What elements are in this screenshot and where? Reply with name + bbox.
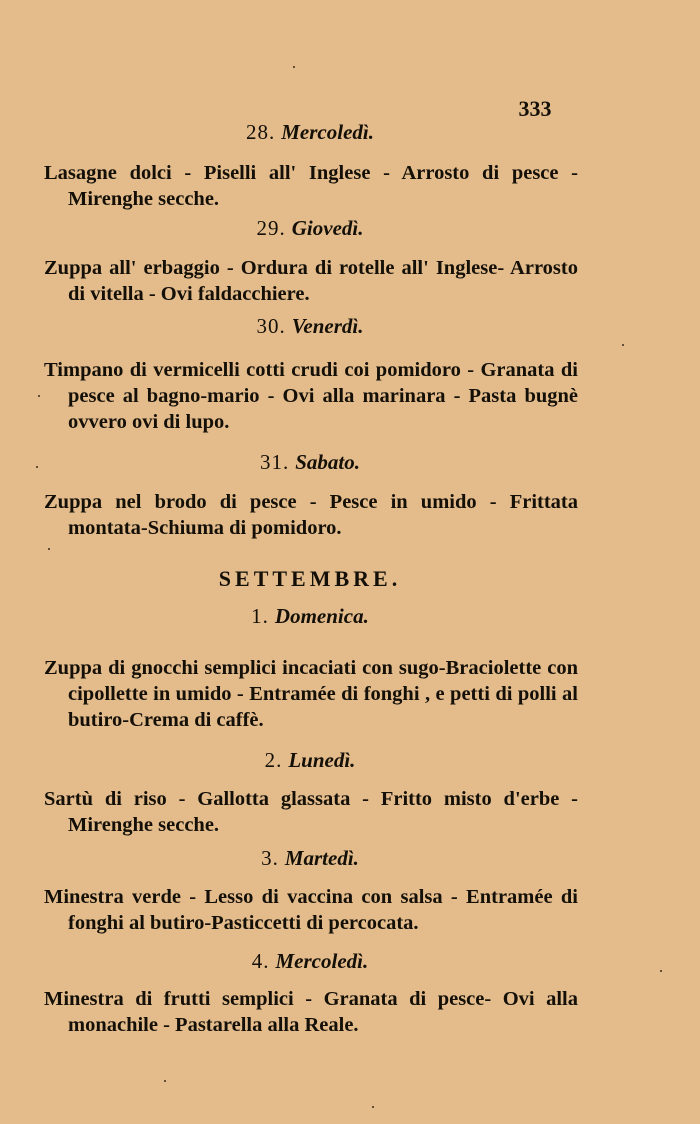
day-name: Mercoledì. (281, 120, 374, 144)
day-number: 28. (246, 120, 276, 144)
day-number: 4. (251, 949, 270, 973)
day-name: Sabato. (295, 450, 360, 474)
day-name: Mercoledì. (275, 949, 369, 973)
paper-speck (293, 66, 295, 68)
paper-speck (36, 466, 38, 468)
day-heading (0, 748, 620, 773)
day-heading (0, 604, 620, 629)
month-heading: SETTEMBRE. (218, 566, 402, 591)
day-menu: Zuppa all' erbaggio - Ordura di rotelle all' Inglese- Arrosto di vitella - Ovi faldacchiere. (44, 257, 578, 305)
day-number: 1. (251, 604, 269, 628)
day-menu: Timpano di vermicelli cotti crudi coi pomidoro - Granata di pesce al bagno-mario - Ovi alla marinara - Pasta bugnè ovvero ovi di lupo. (44, 359, 578, 433)
paper-speck (622, 344, 624, 346)
paper-speck (660, 970, 662, 972)
day-name: Giovedì. (291, 216, 364, 240)
page-number: 333 (518, 96, 552, 121)
day-number: 29. (256, 216, 286, 240)
day-number: 2. (264, 748, 283, 772)
day-menu: Minestra verde - Lesso di vaccina con salsa - Entramée di fonghi al butiro-Pasticcetti di percocata. (44, 886, 578, 934)
paper-speck (372, 1106, 374, 1108)
day-number: 31. (259, 450, 290, 474)
day-heading (0, 846, 620, 871)
day-heading (0, 314, 620, 339)
day-name: Venerdì. (291, 314, 364, 338)
paper-speck (38, 395, 40, 397)
day-heading (0, 216, 620, 241)
day-number: 3. (261, 846, 279, 870)
day-menu: Minestra di frutti semplici - Granata di pesce- Ovi alla monachile - Pastarella alla Reale. (44, 988, 578, 1036)
day-name: Martedì. (284, 846, 359, 870)
paper-speck (164, 1080, 166, 1082)
day-name: Lunedì. (288, 748, 356, 772)
day-menu: Lasagne dolci - Piselli all' Inglese - Arrosto di pesce - Mirenghe secche. (44, 162, 578, 210)
paper-speck (48, 548, 50, 550)
day-menu: Zuppa nel brodo di pesce - Pesce in umido - Frittata montata-Schiuma di pomidoro. (44, 491, 578, 539)
day-number: 30. (256, 314, 286, 338)
day-heading (0, 120, 620, 145)
day-heading (0, 949, 620, 974)
day-name: Domenica. (274, 604, 369, 628)
day-menu: Zuppa di gnocchi semplici incaciati con sugo-Braciolette con cipollette in umido - Entramée di fonghi , e petti di polli al butiro-Crema di caffè. (44, 657, 578, 731)
day-menu: Sartù di riso - Gallotta glassata - Fritto misto d'erbe - Mirenghe secche. (44, 788, 578, 836)
day-heading (0, 450, 620, 475)
